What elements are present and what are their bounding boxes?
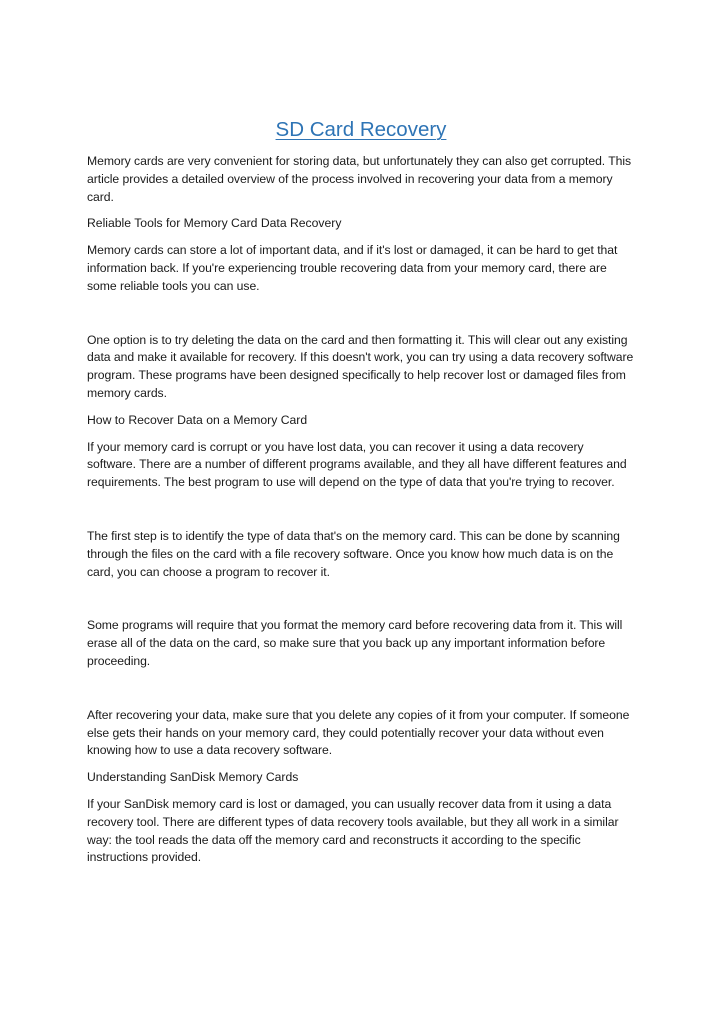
section-heading-tools: Reliable Tools for Memory Card Data Recovery [87, 216, 342, 231]
sandisk-paragraph-1: If your SanDisk memory card is lost or damaged, you can usually recover data from it using a data recovery tool. There are different types of data recovery tools available, but they all work in a similar way: the tool reads the data off the memory card and reconstructs it according to the specific instructions provided. [87, 796, 619, 865]
section-heading-recover: How to Recover Data on a Memory Card [87, 412, 308, 427]
recover-paragraph-2: The first step is to identify the type of data that's on the memory card. This can be done by scanning through the files on the card with a file recovery software. Once you know how much data is on the card, you can choose a program to recover it. [87, 528, 620, 579]
tools-paragraph-1: Memory cards can store a lot of important data, and if it's lost or damaged, it can be hard to get that information back. If you're experiencing trouble recovering data from your memory card, there are some reliable tools you can use. [87, 243, 618, 293]
recover-paragraph-4: After recovering your data, make sure that you delete any copies of it from your computer. If someone else gets their hands on your memory card, they could potentially recover your data without even knowing how to use a data recovery software. [87, 707, 630, 758]
section-heading-sandisk: Understanding SanDisk Memory Cards [87, 770, 299, 785]
recover-paragraph-1: If your memory card is corrupt or you have lost data, you can recover it using a data recovery software. There are a number of different programs available, and they all have different features and requirements. The best program to use will depend on the type of data that you're trying to recover. [87, 439, 627, 490]
recover-paragraph-3: Some programs will require that you format the memory card before recovering data from it. This will erase all of the data on the card, so make sure that you back up any important information before proceeding. [87, 618, 623, 668]
intro-paragraph: Memory cards are very convenient for storing data, but unfortunately they can also get corrupted. This article provides a detailed overview of the process involved in recovering your data from a memory card. [87, 154, 632, 204]
document-body [87, 116, 635, 876]
page-title-link[interactable]: SD Card Recovery [275, 118, 447, 141]
tools-paragraph-2: One option is to try deleting the data on the card and then formatting it. This will clear out any existing data and make it available for recovery. If this doesn't work, you can try using a data recovery software program. These programs have been designed specifically to help recover lost or damaged files from memory cards. [87, 332, 634, 400]
